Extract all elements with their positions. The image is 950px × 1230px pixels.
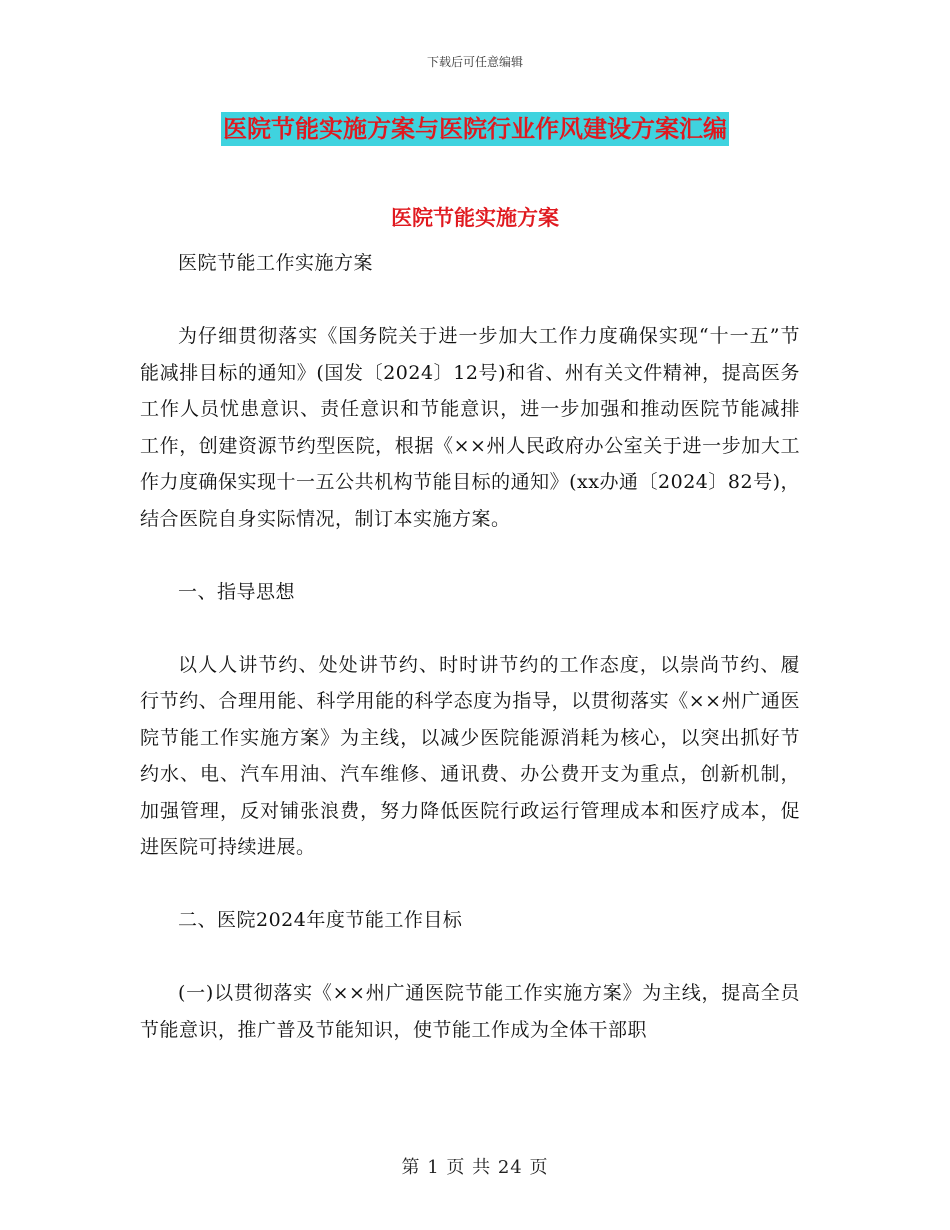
document-body	[140, 245, 800, 1048]
document-title: 医院节能实施方案与医院行业作风建设方案汇编	[221, 112, 729, 146]
section-title: 医院节能实施方案	[391, 206, 559, 230]
page-footer: 第 1 页 共 24 页	[401, 1157, 549, 1178]
subtitle-paragraph: 医院节能工作实施方案	[178, 252, 374, 274]
document-title-container	[0, 112, 950, 146]
intro-paragraph: 为仔细贯彻落实《国务院关于进一步加大工作力度确保实现“十一五”节能减排目标的通知》(国发〔2024〕12号)和省、州有关文件精神，提高医务工作人员忧患意识、责任意识和节能意识，进一步加强和推动医院节能减排工作，创建资源节约型医院，根据《××州人民政府办公室关于进一步加大工作力度确保实现十一五公共机构节能目标的通知》(xx办通〔2024〕82号)，结合医院自身实际情况，制订本实施方案。	[140, 325, 800, 530]
goals-paragraph: (一)以贯彻落实《××州广通医院节能工作实施方案》为主线，提高全员节能意识，推广普及节能知识，使节能工作成为全体干部职	[140, 982, 800, 1041]
guiding-ideology-paragraph: 以人人讲节约、处处讲节约、时时讲节约的工作态度，以崇尚节约、履行节约、合理用能、科学用能的科学态度为指导，以贯彻落实《××州广通医院节能工作实施方案》为主线，以减少医院能源消耗为核心，以突出抓好节约水、电、汽车用油、汽车维修、通讯费、办公费开支为重点，创新机制，加强管理，反对铺张浪费，努力降低医院行政运行管理成本和医疗成本，促进医院可持续进展。	[140, 653, 800, 858]
heading-guiding-ideology: 一、指导思想	[178, 580, 296, 603]
heading-annual-goals: 二、医院2024年度节能工作目标	[178, 909, 463, 931]
header-note: 下载后可任意编辑	[426, 55, 523, 69]
